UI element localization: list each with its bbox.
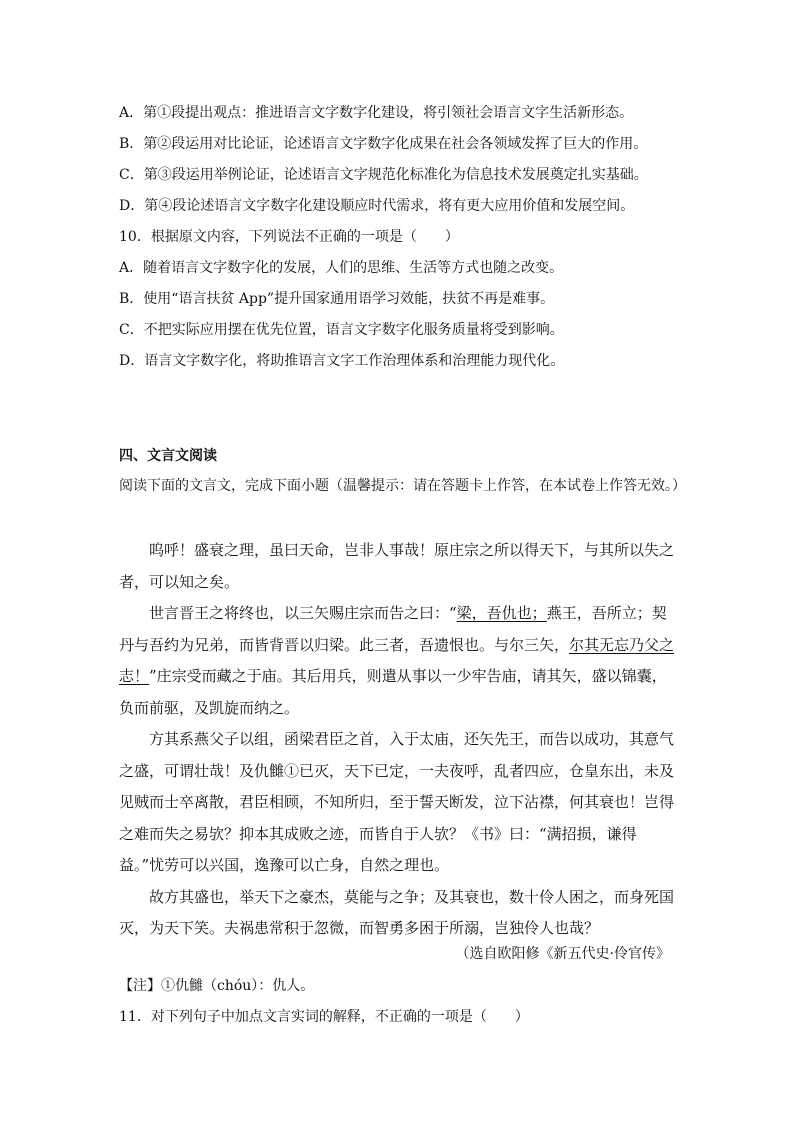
passage: [119, 535, 675, 945]
source-citation: （选自欧阳修《新五代史·伶官传》: [455, 946, 670, 962]
q9-option-a: A．第①段提出观点：推进语言文字数字化建设，将引领社会语言文字生活新形态。: [119, 105, 634, 121]
q9-option-c: C．第③段运用举例论证，论述语言文字规范化标准化为信息技术发展奠定扎实基础。: [119, 167, 648, 183]
q9-option-d: D．第④段论述语言文字数字化建设顺应时代需求，将有更大应用价值和发展空间。: [119, 198, 635, 214]
section-heading: 四、文言文阅读: [119, 448, 217, 464]
q11-stem: 11．对下列句子中加点文言实词的解释，不正确的一项是（ ）: [119, 1009, 529, 1025]
q10-option-c: C．不把实际应用摆在优先位置，语言文字数字化服务质量将受到影响。: [119, 322, 564, 338]
q10-option-d: D．语言文字数字化，将助推语言文字工作治理体系和治理能力现代化。: [119, 353, 565, 369]
section-instruction: 阅读下面的文言文，完成下面小题（温馨提示：请在答题卡上作答，在本试卷上作答无效。）: [119, 478, 686, 494]
underlined-phrase-2: 尔其无忘乃父之志！: [119, 635, 675, 685]
footnote: 【注】①仇雠（chóu）：仇人。: [119, 978, 315, 994]
q10-option-a: A．随着语言文字数字化的发展，人们的思维、生活等方式也随之改变。: [119, 260, 564, 276]
underlined-phrase-1: 梁，吾仇也；: [456, 604, 547, 622]
passage-paragraph-4: 故方其盛也，举天下之豪杰，莫能与之争；及其衰也，数十伶人困之，而身死国灭，为天下笑。夫祸患常积于忽微，而智勇多困于所溺，岂独伶人也哉？: [119, 887, 675, 937]
q10-stem: 10．根据原文内容，下列说法不正确的一项是（ ）: [119, 229, 459, 245]
passage-paragraph-1: 呜呼！盛衰之理，虽曰天命，岂非人事哉！原庄宗之所以得天下，与其所以失之者，可以知之矣。: [119, 541, 675, 591]
passage-paragraph-3: 方其系燕父子以组，函梁君臣之首，入于太庙，还矢先王，而告以成功，其意气之盛，可谓壮哉！及仇雠①已灭，天下已定，一夫夜呼，乱者四应，仓皇东出，未及见贼而士卒离散，君臣相顾，不知所归，至于誓天断发，泣下沾襟，何其衰也！岂得之难而失之易欤？抑本其成败之迹，而皆自于人欤？《书》曰：“满招损，谦得益。”忧劳可以兴国，逸豫可以亡身，自然之理也。: [119, 730, 675, 874]
passage-paragraph-2: 世言晋王之将终也，以三矢赐庄宗而告之曰：“梁，吾仇也；燕王，吾所立；契丹与吾约为兄弟，而皆背晋以归梁。此三者，吾遗恨也。与尔三矢，尔其无忘乃父之志！”庄宗受而藏之于庙。其后用兵，则遣从事以一少牢告庙，请其矢，盛以锦囊，负而前驱，及凯旋而纳之。: [119, 604, 675, 717]
q9-option-b: B．第②段运用对比论证，论述语言文字数字化成果在社会各领域发挥了巨大的作用。: [119, 136, 648, 152]
q10-option-b: B．使用“语言扶贫 App”提升国家通用语学习效能，扶贫不再是难事。: [119, 291, 555, 307]
